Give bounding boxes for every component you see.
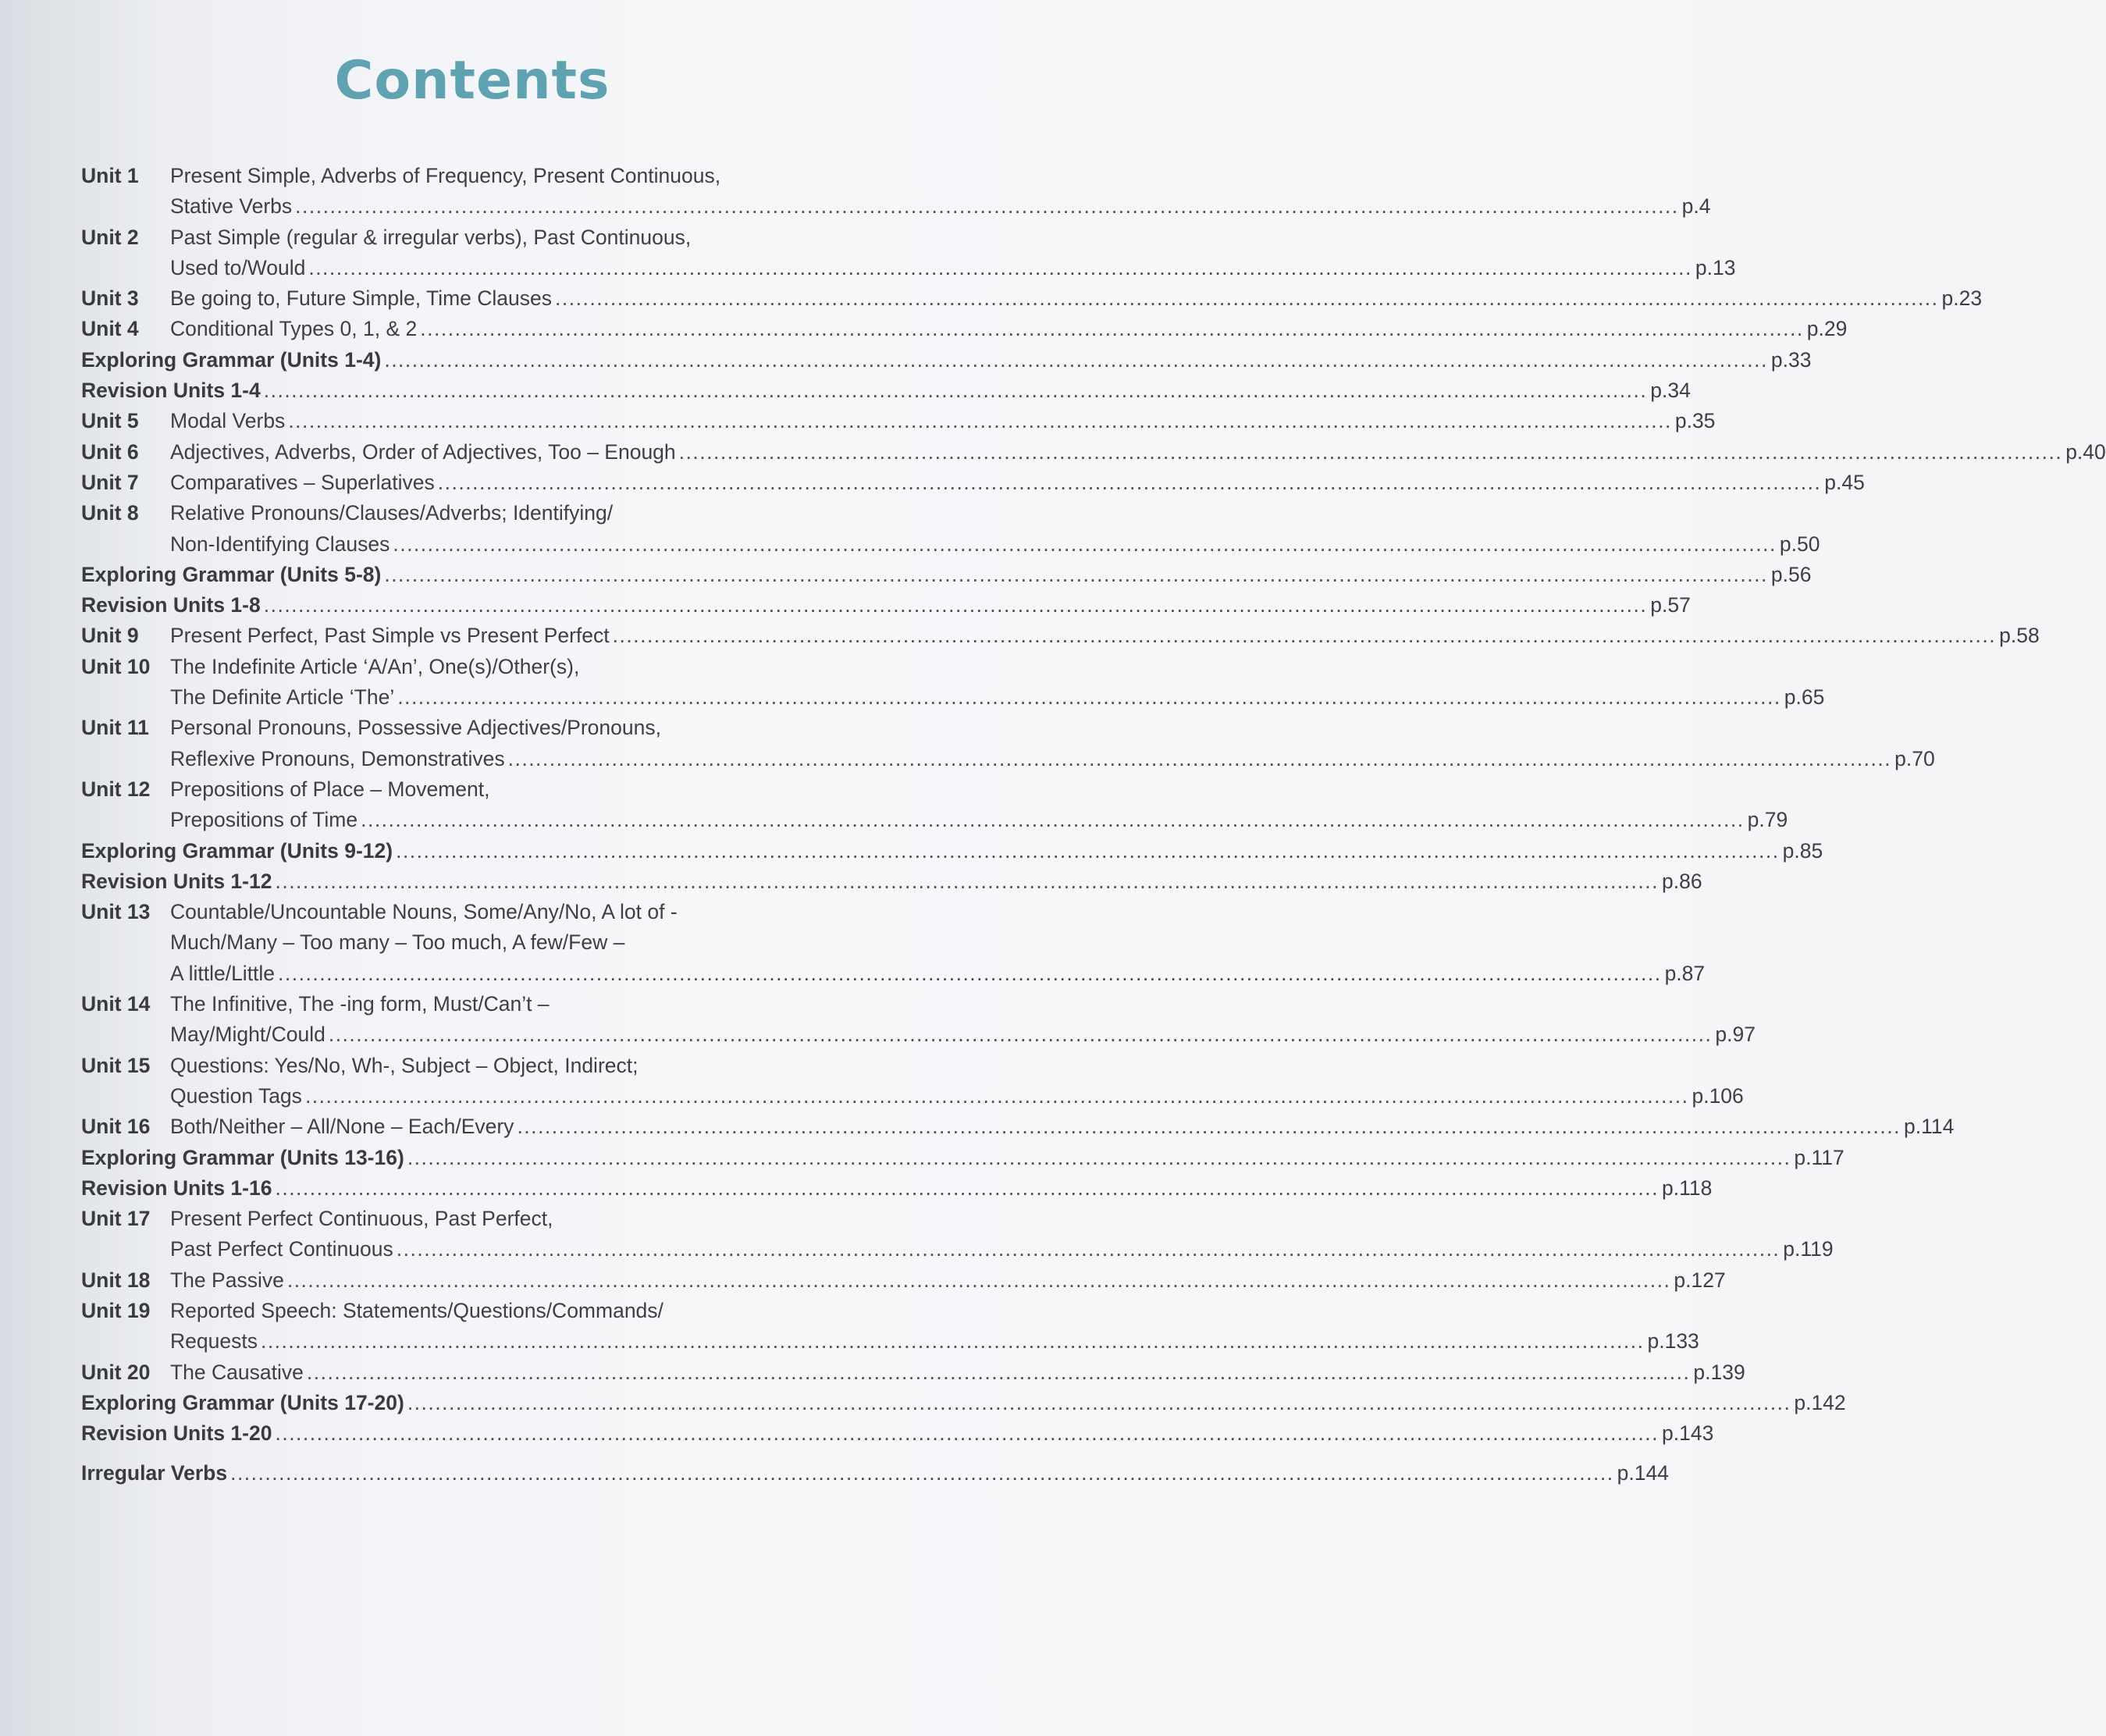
toc-line	[81, 590, 1691, 621]
toc-line	[81, 1296, 870, 1326]
toc-line	[81, 314, 1848, 344]
toc-leader-line	[81, 1418, 1714, 1449]
dot-leader: ........................................................................................................................................................................................................	[678, 439, 2063, 464]
page-prefix: p.	[1664, 961, 1682, 985]
unit-label: Unit 18	[81, 1268, 151, 1292]
toc-leader-line	[170, 191, 1711, 222]
unit-topic: The Causative	[170, 1360, 304, 1384]
page-number: 56	[1788, 562, 1812, 586]
page-number: 58	[2016, 624, 2040, 648]
page-number: 50	[1796, 532, 1820, 556]
toc-entry	[81, 222, 1736, 284]
toc-leader-line	[170, 468, 1865, 498]
unit-topic: The Indefinite Article ‘A/An’, One(s)/Other(s),	[170, 654, 580, 678]
page-prefix: p.	[1674, 1268, 1692, 1292]
page-number: 70	[1912, 746, 1935, 770]
toc-line	[81, 1019, 1756, 1050]
unit-label: Unit 16	[81, 1115, 151, 1139]
page-prefix: p.	[1794, 1390, 1812, 1414]
dot-leader: ........................................................................................................................................................................................................	[555, 286, 1939, 311]
toc-entry	[81, 437, 2106, 468]
page-number: 142	[1811, 1390, 1846, 1414]
unit-topic: Comparatives – Superlatives	[170, 470, 435, 494]
toc-leader-line	[81, 375, 1691, 406]
toc-line	[81, 621, 2040, 651]
page-reference	[1674, 1265, 1725, 1296]
toc-line	[81, 406, 1716, 436]
toc-line	[81, 1081, 1744, 1112]
section-heading: Exploring Grammar (Units 17-20)	[81, 1390, 404, 1414]
toc-line	[81, 1458, 1669, 1489]
unit-topic: Countable/Uncountable Nouns, Some/Any/No, A lot of -	[170, 900, 678, 924]
dot-leader: ........................................................................................................................................................................................................	[275, 1421, 1659, 1446]
section-heading: Exploring Grammar (Units 5-8)	[81, 562, 382, 586]
toc-entry	[81, 161, 1711, 222]
unit-topic: Prepositions of Place – Movement,	[170, 777, 490, 801]
unit-topic: Personal Pronouns, Possessive Adjectives/Pronouns,	[170, 716, 661, 740]
toc-leader-line	[170, 1357, 1745, 1388]
page-prefix: p.	[1770, 347, 1788, 372]
page-reference	[1695, 253, 1736, 283]
toc-leader-line	[170, 1081, 1744, 1112]
dot-leader: ........................................................................................................................................................................................................	[407, 1145, 1791, 1169]
page-number: 4	[1699, 194, 1711, 219]
toc-leader-line	[81, 560, 1812, 590]
toc-line	[81, 468, 1865, 498]
unit-label: Unit 9	[81, 624, 139, 648]
page-prefix: p.	[1794, 1145, 1812, 1169]
toc-leader-line	[170, 682, 1825, 713]
page-reference	[1780, 529, 1820, 560]
page-prefix: p.	[1661, 1176, 1680, 1200]
page-reference	[1999, 621, 2040, 651]
toc-line	[81, 161, 870, 191]
toc-line	[81, 959, 1706, 989]
section-heading: Revision Units 1-8	[81, 593, 261, 617]
toc-leader-line	[170, 1265, 1726, 1296]
unit-topic: Much/Many – Too many – Too much, A few/Few –	[170, 930, 625, 955]
unit-label: Unit 4	[81, 317, 139, 341]
dot-leader: ........................................................................................................................................................................................................	[384, 347, 1768, 372]
section-heading: Revision Units 1-4	[81, 379, 261, 403]
toc-line	[81, 1388, 1846, 1418]
dot-leader: ........................................................................................................................................................................................................	[308, 255, 1692, 279]
dot-leader: ........................................................................................................................................................................................................	[393, 532, 1777, 556]
unit-label: Unit 2	[81, 225, 139, 249]
dot-leader: ........................................................................................................................................................................................................	[263, 379, 1648, 403]
toc-line	[81, 652, 870, 682]
toc-entry	[81, 989, 1756, 1051]
toc-leader-line	[170, 406, 1716, 436]
dot-leader: ........................................................................................................................................................................................................	[304, 1083, 1689, 1108]
toc-entry	[81, 1458, 1669, 1489]
toc-entry	[81, 560, 1812, 590]
page-prefix: p.	[1661, 869, 1680, 893]
section-heading: Exploring Grammar (Units 9-12)	[81, 838, 393, 863]
dot-leader: ........................................................................................................................................................................................................	[275, 869, 1659, 893]
dot-leader: ........................................................................................................................................................................................................	[328, 1023, 1713, 1047]
toc-entry	[81, 406, 1716, 436]
table-of-contents	[81, 161, 2106, 1489]
page-reference	[1675, 406, 1716, 436]
page-prefix: p.	[1903, 1115, 1922, 1139]
toc-entry	[81, 1204, 1834, 1265]
dot-leader: ........................................................................................................................................................................................................	[260, 1329, 1645, 1354]
page-number: 65	[1801, 685, 1825, 710]
unit-label: Unit 17	[81, 1207, 151, 1231]
page-reference	[1682, 191, 1711, 222]
toc-leader-line	[81, 1173, 1713, 1204]
page-reference	[1748, 805, 1788, 835]
toc-line	[81, 222, 870, 253]
page-number: 85	[1799, 838, 1823, 863]
unit-topic: Questions: Yes/No, Wh-, Subject – Object, Indirect;	[170, 1053, 639, 1077]
dot-leader: ........................................................................................................................................................................................................	[396, 838, 1780, 863]
dot-leader: ........................................................................................................................................................................................................	[612, 624, 1997, 648]
toc-leader-line	[170, 1112, 1955, 1142]
section-heading: Revision Units 1-20	[81, 1421, 272, 1446]
dot-leader: ........................................................................................................................................................................................................	[420, 317, 1804, 341]
toc-leader-line	[170, 283, 1983, 314]
toc-entry	[81, 590, 1691, 621]
page-prefix: p.	[1770, 562, 1788, 586]
page-number: 97	[1732, 1023, 1756, 1047]
unit-label: Unit 7	[81, 470, 139, 494]
toc-entry	[81, 897, 1706, 989]
toc-leader-line	[170, 621, 2040, 651]
page-prefix: p.	[1650, 593, 1668, 617]
page-reference	[1783, 1234, 1833, 1265]
toc-line	[81, 1357, 1745, 1388]
page-reference	[2065, 437, 2106, 468]
page-reference	[1794, 1143, 1844, 1173]
page-prefix: p.	[1674, 409, 1692, 433]
page-reference	[1904, 1112, 1954, 1142]
page-prefix: p.	[1650, 379, 1668, 403]
page-reference	[1824, 468, 1865, 498]
toc-line	[81, 191, 1711, 222]
page-number: 133	[1664, 1329, 1699, 1354]
unit-topic: Both/Neither – All/None – Each/Every	[170, 1115, 514, 1139]
page-prefix: p.	[1806, 317, 1824, 341]
page-number: 143	[1679, 1421, 1714, 1446]
page-reference	[1665, 959, 1706, 989]
unit-topic: May/Might/Could	[170, 1023, 326, 1047]
toc-line	[81, 375, 1691, 406]
page-prefix: p.	[1617, 1461, 1635, 1485]
unit-topic: Relative Pronouns/Clauses/Adverbs; Identifying/	[170, 501, 614, 525]
toc-entry	[81, 345, 1812, 375]
dot-leader: ........................................................................................................................................................................................................	[517, 1115, 1901, 1139]
page-prefix: p.	[2065, 439, 2083, 464]
unit-topic: Prepositions of Time	[170, 808, 358, 832]
toc-entry	[81, 283, 1983, 314]
page-reference	[1784, 682, 1825, 713]
page-prefix: p.	[1681, 194, 1699, 219]
page-reference	[1715, 1019, 1756, 1050]
unit-topic: Conditional Types 0, 1, & 2	[170, 317, 418, 341]
page-number: 35	[1692, 409, 1716, 433]
page-number: 33	[1788, 347, 1812, 372]
toc-line	[81, 345, 1812, 375]
toc-line	[81, 1418, 1714, 1449]
page-reference	[1894, 744, 1935, 774]
toc-leader-line	[170, 253, 1736, 283]
unit-label: Unit 8	[81, 501, 139, 525]
toc-line	[81, 897, 870, 927]
toc-entry	[81, 836, 1823, 866]
toc-entry	[81, 468, 1865, 498]
page-reference	[1692, 1081, 1743, 1112]
toc-line	[81, 866, 1702, 897]
toc-line	[81, 1173, 1713, 1204]
page-number: 13	[1712, 255, 1736, 279]
unit-topic: Present Simple, Adverbs of Frequency, Present Continuous,	[170, 164, 721, 187]
toc-line	[81, 682, 1825, 713]
page-reference	[1783, 836, 1823, 866]
toc-entry	[81, 774, 1788, 836]
page-reference	[1771, 345, 1812, 375]
unit-topic: The Infinitive, The -ing form, Must/Can’t –	[170, 992, 550, 1016]
toc-entry	[81, 652, 1825, 713]
toc-entry	[81, 1173, 1713, 1204]
dot-leader: ........................................................................................................................................................................................................	[407, 1390, 1791, 1414]
page-prefix: p.	[1784, 685, 1802, 710]
unit-topic: Past Simple (regular & irregular verbs), Past Continuous,	[170, 225, 692, 249]
unit-label: Unit 10	[81, 654, 151, 678]
page-number: 127	[1691, 1268, 1726, 1292]
unit-topic: Used to/Would	[170, 255, 306, 279]
page-number: 139	[1710, 1360, 1745, 1384]
unit-topic: Question Tags	[170, 1083, 302, 1108]
dot-leader: ........................................................................................................................................................................................................	[286, 1268, 1671, 1292]
page-number: 118	[1679, 1176, 1713, 1200]
unit-topic: Adjectives, Adverbs, Order of Adjectives, Too – Enough	[170, 439, 676, 464]
unit-label: Unit 14	[81, 992, 151, 1016]
dot-leader: ........................................................................................................................................................................................................	[384, 562, 1768, 586]
page-number: 79	[1764, 808, 1788, 832]
toc-line	[81, 1234, 1834, 1265]
toc-line	[81, 1326, 1699, 1357]
toc-leader-line	[170, 314, 1848, 344]
toc-leader-line	[81, 1143, 1845, 1173]
toc-line	[81, 1265, 1726, 1296]
toc-leader-line	[170, 1326, 1699, 1357]
unit-label: Unit 6	[81, 439, 139, 464]
page-prefix: p.	[1824, 470, 1842, 494]
toc-line	[81, 836, 1823, 866]
dot-leader: ........................................................................................................................................................................................................	[397, 685, 1781, 710]
toc-leader-line	[170, 437, 2106, 468]
dot-leader: ........................................................................................................................................................................................................	[361, 808, 1745, 832]
page-prefix: p.	[1894, 746, 1912, 770]
toc-line	[81, 989, 870, 1019]
unit-label: Unit 1	[81, 164, 139, 187]
dot-leader: ........................................................................................................................................................................................................	[396, 1237, 1780, 1261]
section-heading: Exploring Grammar (Units 13-16)	[81, 1145, 404, 1169]
unit-topic: Stative Verbs	[170, 194, 293, 219]
toc-leader-line	[170, 744, 1935, 774]
toc-line	[81, 560, 1812, 590]
toc-leader-line	[81, 1388, 1846, 1418]
page-number: 86	[1679, 869, 1702, 893]
toc-entry	[81, 498, 1820, 560]
toc-leader-line	[170, 529, 1820, 560]
toc-entry	[81, 1357, 1745, 1388]
page-prefix: p.	[1782, 838, 1800, 863]
page-reference	[1794, 1388, 1845, 1418]
page-reference	[1662, 1418, 1713, 1449]
page-number: 119	[1800, 1237, 1834, 1261]
toc-entry	[81, 1265, 1726, 1296]
page-number: 23	[1958, 286, 1983, 311]
dot-leader: ........................................................................................................................................................................................................	[230, 1461, 1614, 1485]
toc-entry	[81, 1112, 1955, 1142]
dot-leader: ........................................................................................................................................................................................................	[437, 470, 1822, 494]
toc-leader-line	[170, 805, 1788, 835]
page-number: 57	[1667, 593, 1691, 617]
toc-leader-line	[81, 345, 1812, 375]
toc-line	[81, 805, 1788, 835]
toc-leader-line	[170, 959, 1706, 989]
dot-leader: ........................................................................................................................................................................................................	[507, 746, 1892, 770]
unit-topic: Past Perfect Continuous	[170, 1237, 393, 1261]
toc-entry	[81, 314, 1848, 344]
toc-leader-line	[170, 1019, 1756, 1050]
page-reference	[1650, 590, 1691, 621]
page-prefix: p.	[1783, 1237, 1801, 1261]
toc-line	[81, 774, 870, 805]
unit-topic: Present Perfect, Past Simple vs Present Perfect	[170, 624, 610, 648]
page-prefix: p.	[1692, 1083, 1709, 1108]
unit-topic: The Passive	[170, 1268, 284, 1292]
page-number: 34	[1667, 379, 1691, 403]
unit-label: Unit 5	[81, 409, 139, 433]
toc-entry	[81, 621, 2040, 651]
page-title: Contents	[334, 50, 610, 112]
unit-label: Unit 3	[81, 286, 139, 311]
toc-entry	[81, 1143, 1845, 1173]
unit-topic: Requests	[170, 1329, 258, 1354]
toc-line	[81, 1112, 1955, 1142]
dot-leader: ........................................................................................................................................................................................................	[295, 194, 1679, 219]
toc-entry	[81, 1388, 1846, 1418]
page-number: 114	[1921, 1115, 1955, 1139]
toc-line	[81, 713, 870, 743]
unit-label: Unit 13	[81, 900, 151, 924]
page-prefix: p.	[1693, 1360, 1711, 1384]
unit-topic: Reported Speech: Statements/Questions/Commands/	[170, 1298, 663, 1322]
dot-leader: ........................................................................................................................................................................................................	[306, 1360, 1691, 1384]
page-prefix: p.	[1779, 532, 1797, 556]
unit-topic: Modal Verbs	[170, 409, 286, 433]
page-reference	[1647, 1326, 1699, 1357]
toc-entry	[81, 1051, 1744, 1112]
section-heading: Revision Units 1-12	[81, 869, 272, 893]
dot-leader: ........................................................................................................................................................................................................	[275, 1176, 1659, 1200]
toc-entry	[81, 1418, 1714, 1449]
toc-line	[81, 1051, 870, 1081]
page-number: 87	[1681, 961, 1706, 985]
unit-label: Unit 19	[81, 1298, 151, 1322]
page-number: 117	[1811, 1145, 1845, 1169]
page-reference	[1693, 1357, 1745, 1388]
unit-topic: The Definite Article ‘The’	[170, 685, 395, 710]
toc-entry	[81, 1296, 1699, 1357]
section-heading: Revision Units 1-16	[81, 1176, 272, 1200]
page-number: 29	[1823, 317, 1848, 341]
section-heading: Exploring Grammar (Units 1-4)	[81, 347, 382, 372]
section-heading: Irregular Verbs	[81, 1461, 228, 1485]
toc-leader-line	[81, 836, 1823, 866]
page-reference	[1650, 375, 1691, 406]
unit-label: Unit 12	[81, 777, 151, 801]
unit-topic: Be going to, Future Simple, Time Clauses	[170, 286, 553, 311]
page-prefix: p.	[1715, 1023, 1733, 1047]
toc-line	[81, 744, 1935, 774]
dot-leader: ........................................................................................................................................................................................................	[263, 593, 1648, 617]
unit-label: Unit 11	[81, 716, 149, 740]
unit-topic: Reflexive Pronouns, Demonstratives	[170, 746, 505, 770]
page-prefix: p.	[1999, 624, 2017, 648]
unit-topic: Non-Identifying Clauses	[170, 532, 390, 556]
unit-label: Unit 15	[81, 1053, 151, 1077]
unit-label: Unit 20	[81, 1360, 151, 1384]
toc-line	[81, 437, 2106, 468]
toc-line	[81, 1143, 1845, 1173]
toc-line	[81, 529, 1820, 560]
page-prefix: p.	[1695, 255, 1713, 279]
toc-line	[81, 253, 1736, 283]
toc-line	[81, 283, 1983, 314]
page-reference	[1807, 314, 1848, 344]
page-number: 144	[1634, 1461, 1669, 1485]
toc-line	[81, 927, 870, 958]
page-reference	[1942, 283, 1983, 314]
toc-leader-line	[81, 1458, 1669, 1489]
toc-entry	[81, 866, 1702, 897]
page-reference	[1662, 1173, 1712, 1204]
page-reference	[1617, 1458, 1669, 1489]
dot-leader: ........................................................................................................................................................................................................	[278, 961, 1662, 985]
page-prefix: p.	[1647, 1329, 1665, 1354]
page-number: 40	[2083, 439, 2106, 464]
page-reference	[1771, 560, 1812, 590]
toc-leader-line	[170, 1234, 1834, 1265]
unit-topic: A little/Little	[170, 961, 276, 985]
toc-leader-line	[81, 866, 1702, 897]
toc-leader-line	[81, 590, 1691, 621]
page-number: 45	[1841, 470, 1865, 494]
toc-entry	[81, 713, 1935, 774]
page-prefix: p.	[1747, 808, 1765, 832]
toc-line	[81, 1204, 870, 1234]
toc-line	[81, 498, 870, 528]
page-prefix: p.	[1941, 286, 1959, 311]
page-reference	[1662, 866, 1702, 897]
dot-leader: ........................................................................................................................................................................................................	[288, 409, 1672, 433]
toc-entry	[81, 375, 1691, 406]
page-prefix: p.	[1661, 1421, 1680, 1446]
unit-topic: Present Perfect Continuous, Past Perfect,	[170, 1207, 553, 1231]
page-number: 106	[1709, 1083, 1744, 1108]
